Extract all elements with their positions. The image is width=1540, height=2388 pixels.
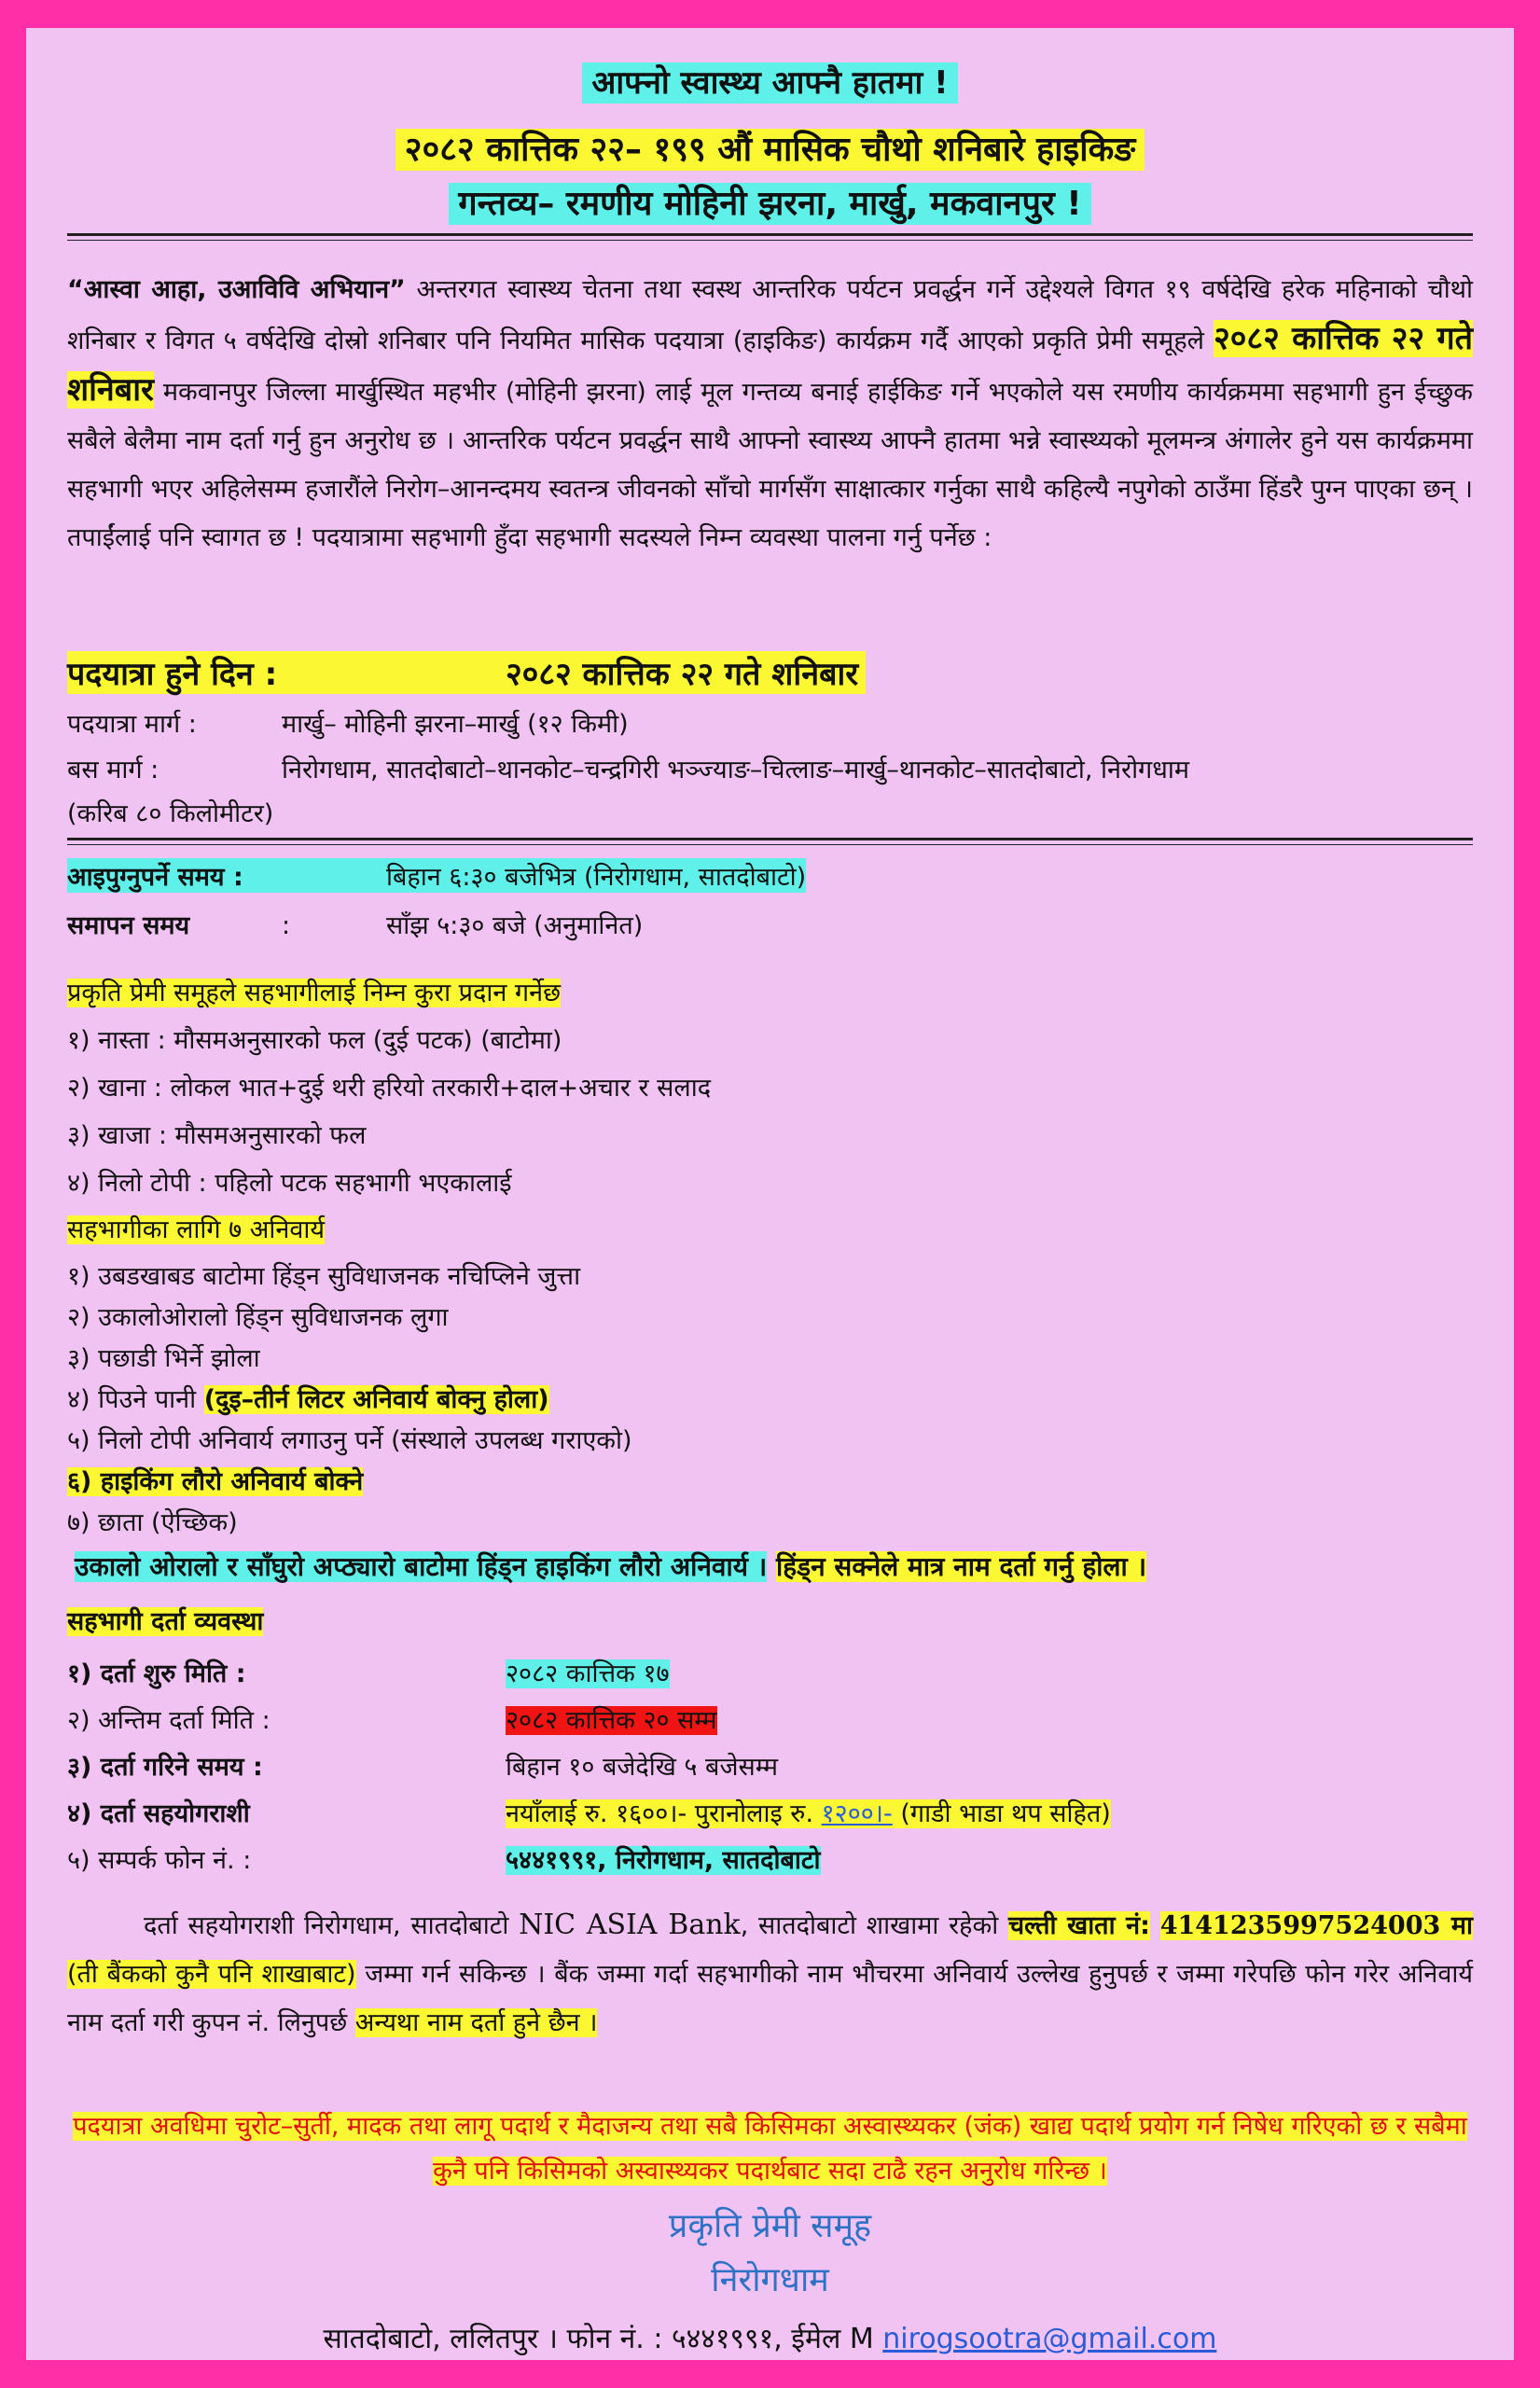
hike-date-highlight: २०८२ कात्तिक २२ गते शनिबार [67,320,1473,409]
bank-name: NIC ASIA Bank [519,1909,741,1941]
provided-item: १) नास्ता : मौसमअनुसारको फल (दुई पटक) (बाटोमा) [67,1026,562,1055]
org-place: निरोगधाम [711,2261,829,2299]
org-name: प्रकृति प्रेमी समूह [668,2207,872,2245]
notice: उकालो ओरालो र साँघुरो अप्ठ्यारो बाटोमा हिंड्न हाइकिंग लौरो अनिवार्य । हिंड्न सक्नेले मात्र नाम दर्ता गर्नु होला । [75,1551,1147,1582]
hike-day: पदयात्रा हुने दिन : २०८२ कात्तिक २२ गते शनिबार [67,651,866,694]
warning-text: पदयात्रा अवधिमा चुरोट–सुर्ती, मादक तथा लागू पदार्थ र मैदाजन्य तथा सबै किसिमका अस्वास्थ्यकर (जंक) खाद्य पदार्थ प्रयोग गर्न निषेध गरिएको छ र सबैमा कुनै पनि किसिमको अस्वास्थ्यकर पदार्थबाट सदा टाढै रहन अनुरोध गरिन्छ । [73,2112,1467,2186]
bank-paragraph: दर्ता सहयोगराशी निरोगधाम, सातदोबाटो NIC ASIA Bank, सातदोबाटो शाखामा रहेको चल्ती खाता नं: 4141235997524003 मा (ती बैंकको कुनै पनि शाखाबाट) जम्मा गर्न सकिन्छ । बैंक जम्मा गर्दा सहभागीको नाम भौचरमा अनिवार्य उल्लेख हुनुपर्छ र जम्मा गरेपछि फोन गरेर अनिवार्य नाम दर्ता गरी कुपन नं. लिनुपर्छ अन्यथा नाम दर्ता हुने छैन । [67,1909,1473,2037]
divider [67,838,1473,840]
mandatory-item: १) उबडखाबड बाटोमा हिंड्न सुविधाजनक नचिप्लिने जुत्ता [67,1262,581,1291]
provided-item: ४) निलो टोपी : पहिलो पटक सहभागी भएकालाई [67,1169,512,1198]
mandatory-item: २) उकालोओरालो हिंड्न सुविधाजनक लुगा [67,1303,449,1332]
divider [67,844,1473,845]
provided-item: २) खाना : लोकल भात+दुई थरी हरियो तरकारी+दाल+अचार र सलाद [67,1074,712,1103]
email-link[interactable]: nirogsootra@gmail.com [882,2323,1217,2355]
closing-time: समापन समय : साँझ ५:३० बजे (अनुमानित) [67,911,644,940]
mandatory-item: ४) पिउने पानी (दुइ–तीर्न लिटर अनिवार्य बोक्नु होला) [67,1385,549,1414]
bus-distance: (करिब ८० किलोमीटर) [67,799,274,828]
header-line-2: २०८२ कात्तिक २२– १९९ औं मासिक चौथो शनिबारे हाइकिङ [26,125,1514,171]
provided-heading: प्रकृति प्रेमी समूहले सहभागीलाई निम्न कुरा प्रदान गर्नेछ [67,979,562,1007]
registration-start: १) दर्ता शुरु मिति : २०८२ कात्तिक १७ [67,1659,670,1688]
registration-time: ३) दर्ता गरिने समय : बिहान १० बजेदेखि ५ बजेसम्म [67,1753,778,1782]
arrival-time: आइपुग्नुपर्ने समय : बिहान ६:३० बजेभित्र (निरोगधाम, सातदोबाटो) [67,858,806,893]
divider [67,233,1473,236]
divider [67,240,1473,241]
bus-route: बस मार्ग : निरोगधाम, सातदोबाटो–थानकोट–चन्द्रगिरी भञ्ज्याङ–चित्लाङ–मार्खु–थानकोट–सातदोबाटो, निरोगधाम [67,756,1190,784]
mandatory-item: ५) निलो टोपी अनिवार्य लगाउनु पर्ने (संस्थाले उपलब्ध गराएको) [67,1426,632,1455]
intro-paragraph: “आस्वा आहा, उआविवि अभियान” अन्तरगत स्वास्थ्य चेतना तथा स्वस्थ आन्तरिक पर्यटन प्रवर्द्धन गर्ने उद्देश्यले विगत १९ वर्षदेखि हरेक महिनाको चौथो शनिबार र विगत ५ वर्षदेखि दोस्रो शनिबार पनि नियमित मासिक पदयात्रा (हाइकिङ) कार्यक्रम गर्दै आएको प्रकृति प्रेमी समूहले २०८२ कात्तिक २२ गते शनिबार मकवानपुर जिल्ला मार्खुस्थित महभीर (मोहिनी झरना) लाई मूल गन्तव्य बनाई हाईकिङ गर्ने भएकोले यस रमणीय कार्यक्रममा सहभागी हुन ईच्छुक सबैले बेलैमा नाम दर्ता गर्नु हुन अनुरोध छ । आन्तरिक पर्यटन प्रवर्द्धन साथै आफ्नो स्वास्थ्य आफ्नै हातमा भन्ने स्वास्थ्यको मूलमन्त्र अंगालेर हुने यस कार्यक्रममा सहभागी भएर अहिलेसम्म हजारौंले निरोग–आनन्दमय स्वतन्त्र जीवनको साँचो मार्गसँग साक्षात्कार गर्नुका साथै कहिल्यै नपुगेको ठाउँमा हिंडरै पुग्न पाएका छन् । तपाईंलाई पनि स्वागत छ ! पदयात्रामा सहभागी हुँदा सहभागी सदस्यले निम्न व्यवस्था पालना गर्नु पर्नेछ : [67,275,1473,552]
account-number: 4141235997524003 [1159,1911,1441,1940]
mandatory-item: ६) हाइकिंग लौरो अनिवार्य बोक्ने [67,1467,364,1496]
mandatory-heading: सहभागीका लागि ७ अनिवार्य [67,1215,326,1244]
registration-heading: सहभागी दर्ता व्यवस्था [67,1607,264,1636]
mandatory-item: ७) छाता (ऐच्छिक) [67,1508,238,1537]
fee-link[interactable]: १२००।- [821,1799,893,1828]
hike-route: पदयात्रा मार्ग : मार्खु– मोहिनी झरना–मार्खु (१२ किमी) [67,710,629,739]
campaign-name: “आस्वा आहा, उआविवि अभियान” [67,275,406,304]
provided-item: ३) खाजा : मौसमअनुसारको फल [67,1121,367,1150]
poster [26,28,1514,2360]
header-line-3: गन्तव्य– रमणीय मोहिनी झरना, मार्खु, मकवानपुर ! [26,179,1514,225]
registration-phone: ५) सम्पर्क फोन नं. : ५४४१९९१, निरोगधाम, सातदोबाटो [67,1846,821,1875]
registration-fee: ४) दर्ता सहयोगराशी नयाँलाई रु. १६००।- पुरानोलाइ रु. १२००।- (गाडी भाडा थप सहित) [67,1799,1111,1828]
mandatory-item: ३) पछाडी भिर्ने झोला [67,1344,260,1373]
registration-last-date: २) अन्तिम दर्ता मिति : २०८२ कात्तिक २० सम्म [67,1706,717,1735]
header-line-1: आफ्नो स्वास्थ्य आफ्नै हातमा ! [26,60,1514,103]
footer-address: सातदोबाटो, ललितपुर । फोन नं. : ५४४१९९१, ईमेल M nirogsootra@gmail.com [323,2323,1217,2355]
